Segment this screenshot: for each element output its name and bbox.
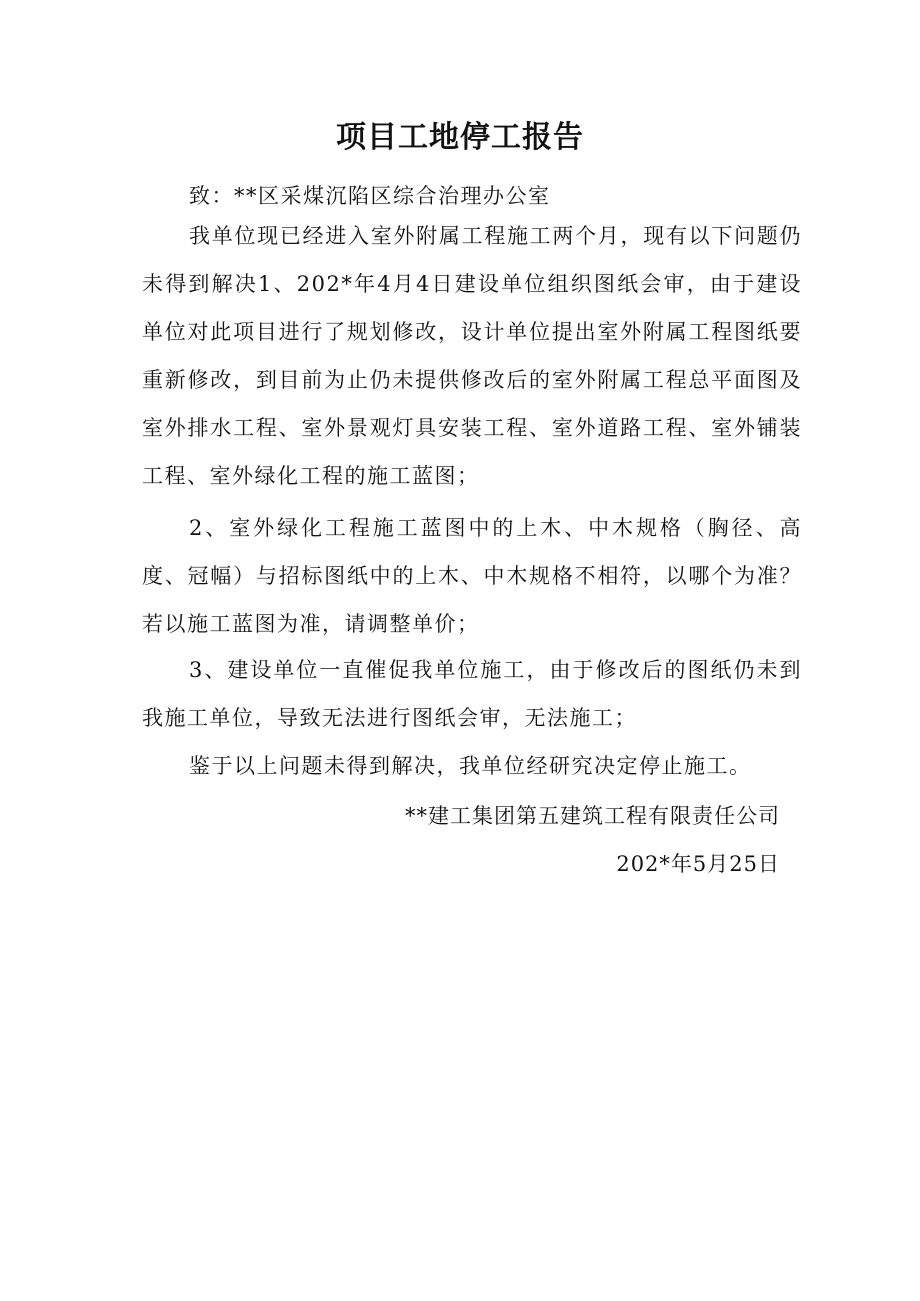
document-title: 项目工地停工报告 [336, 120, 584, 155]
paragraph-3: 3、建设单位一直催促我单位施工，由于修改后的图纸仍未到我施工单位，导致无法进行图纸会审，无法施工； [142, 658, 802, 730]
recipient-line: 致：**区采煤沉陷区综合治理办公室 [189, 184, 551, 208]
paragraph-2: 2、室外绿化工程施工蓝图中的上木、中木规格（胸径、高度、冠幅）与招标图纸中的上木、中木规格不相符，以哪个为准？若以施工蓝图为准，请调整单价； [142, 516, 802, 636]
signature-date: 202*年5月25日 [616, 852, 780, 876]
signature-company: **建工集团第五建筑工程有限责任公司 [405, 804, 780, 828]
paragraph-4: 鉴于以上问题未得到解决，我单位经研究决定停止施工。 [189, 754, 752, 778]
paragraph-1: 我单位现已经进入室外附属工程施工两个月，现有以下问题仍未得到解决1、202*年4月4日建设单位组织图纸会审，由于建设单位对此项目进行了规划修改，设计单位提出室外附属工程图纸要重新修改，到目前为止仍未提供修改后的室外附属工程总平面图及室外排水工程、室外景观灯具安装工程、室外道路工程、室外铺装工程、室外绿化工程的施工蓝图； [142, 224, 802, 488]
